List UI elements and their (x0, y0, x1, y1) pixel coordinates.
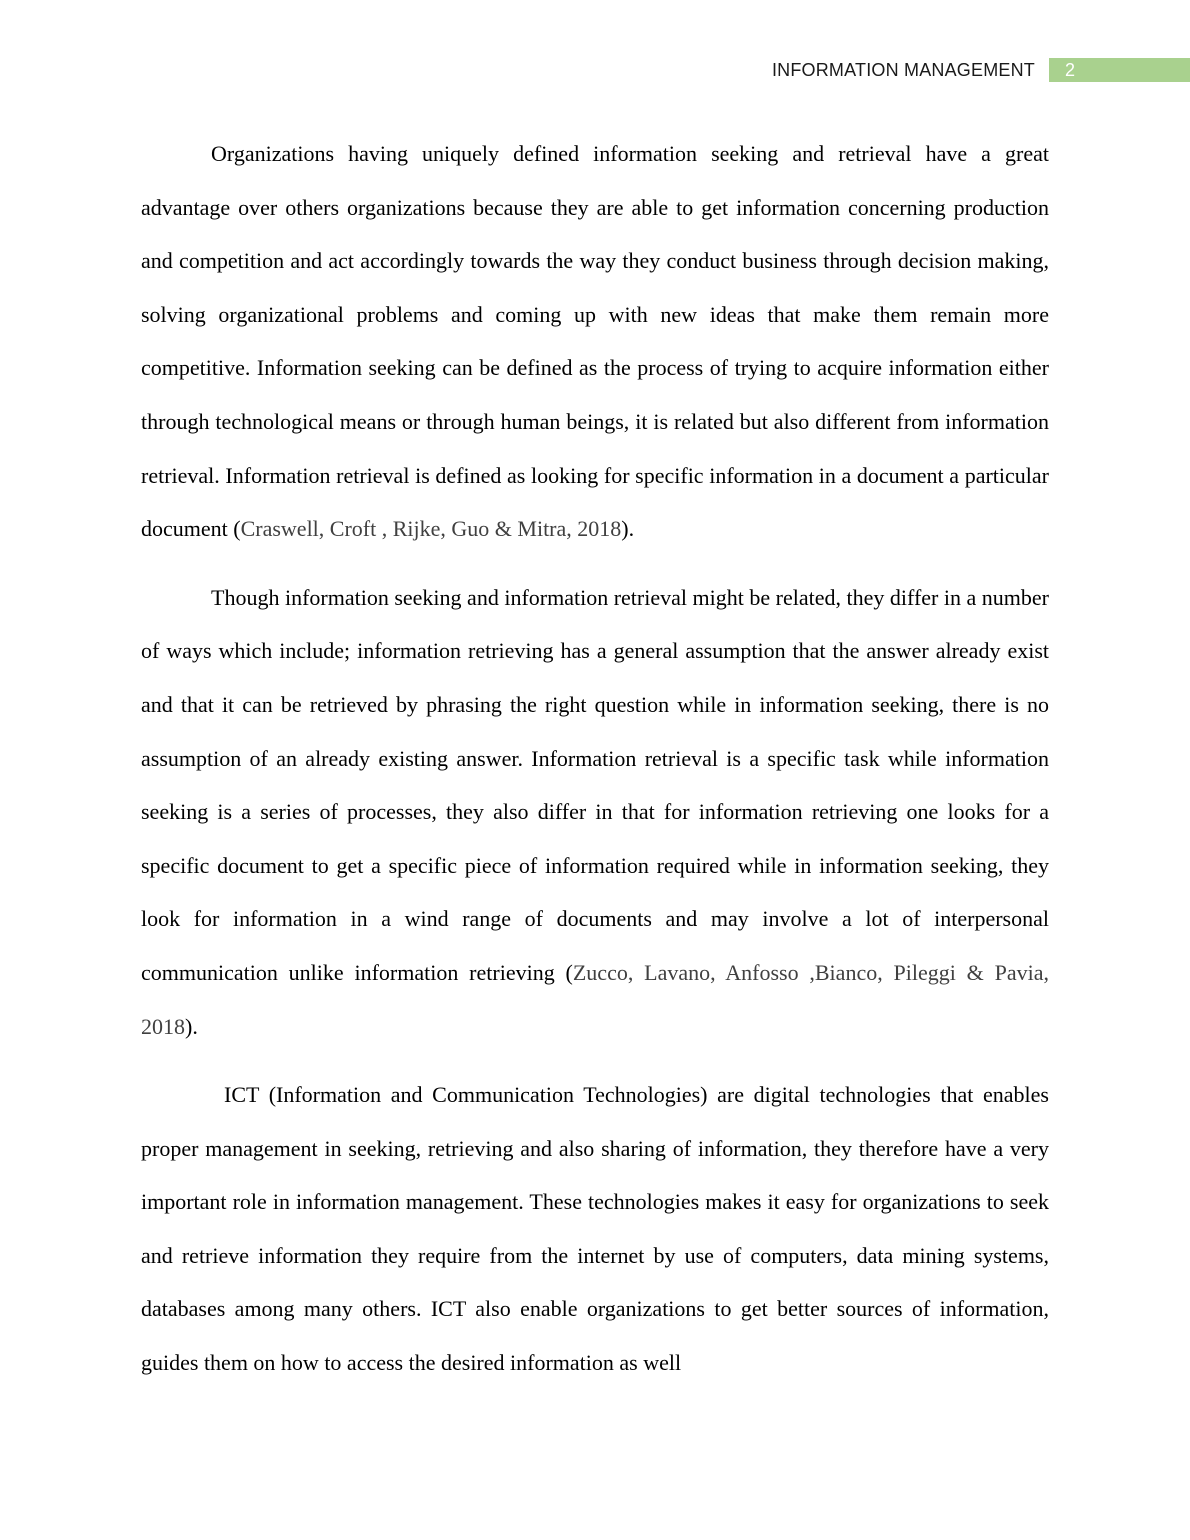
paragraph-2-end: ). (185, 1013, 198, 1039)
paragraph-1-end: ). (621, 516, 635, 542)
running-head-title: INFORMATION MANAGEMENT (771, 60, 1035, 80)
paragraph-1-citation: Craswell, Croft , Rijke, Guo & Mitra, 2018 (240, 516, 622, 542)
paragraph-2 (141, 571, 1049, 1053)
paragraph-2-citation: Zucco, Lavano, Anfosso ,Bianco, Pileggi & Pavia, 2018 (141, 959, 1050, 1039)
page-number-badge (1049, 58, 1190, 82)
document-body (141, 127, 1049, 1405)
paragraph-3-text: ICT (Information and Communication Technologies) are digital technologies that enables proper management in seeking, retrieving and also sharing of information, they therefore have a very important role in information management. These technologies makes it easy for organizations to seek and retrieve information they require from the internet by use of computers, data mining systems, databases among many others. ICT also enable organizations to get better sources of information, guides them on how to access the desired information as well (141, 1082, 1049, 1376)
paragraph-1-text: Organizations having uniquely defined information seeking and retrieval have a great advantage over others organizations because they are able to get information concerning production and competition and act accordingly towards the way they conduct business through decision making, solving organizational problems and coming up with new ideas that make them remain more competitive. Information seeking can be defined as the process of trying to acquire information either through technological means or through human beings, it is related but also different from information retrieval. Information retrieval is defined as looking for specific information in a document a particular document ( (141, 141, 1049, 542)
page-header (772, 58, 1190, 82)
paragraph-1 (141, 127, 1049, 556)
paragraph-3 (141, 1068, 1049, 1390)
paragraph-2-text: Though information seeking and information retrieval might be related, they differ in a number of ways which include; information retrieving has a general assumption that the answer already exist and that it can be retrieved by phrasing the right question while in information seeking, there is no assumption of an already existing answer. Information retrieval is a specific task while information seeking is a series of processes, they also differ in that for information retrieving one looks for a specific document to get a specific piece of information required while in information seeking, they look for information in a wind range of documents and may involve a lot of interpersonal communication unlike information retrieving ( (141, 584, 1049, 985)
page-number: 2 (1065, 60, 1076, 80)
